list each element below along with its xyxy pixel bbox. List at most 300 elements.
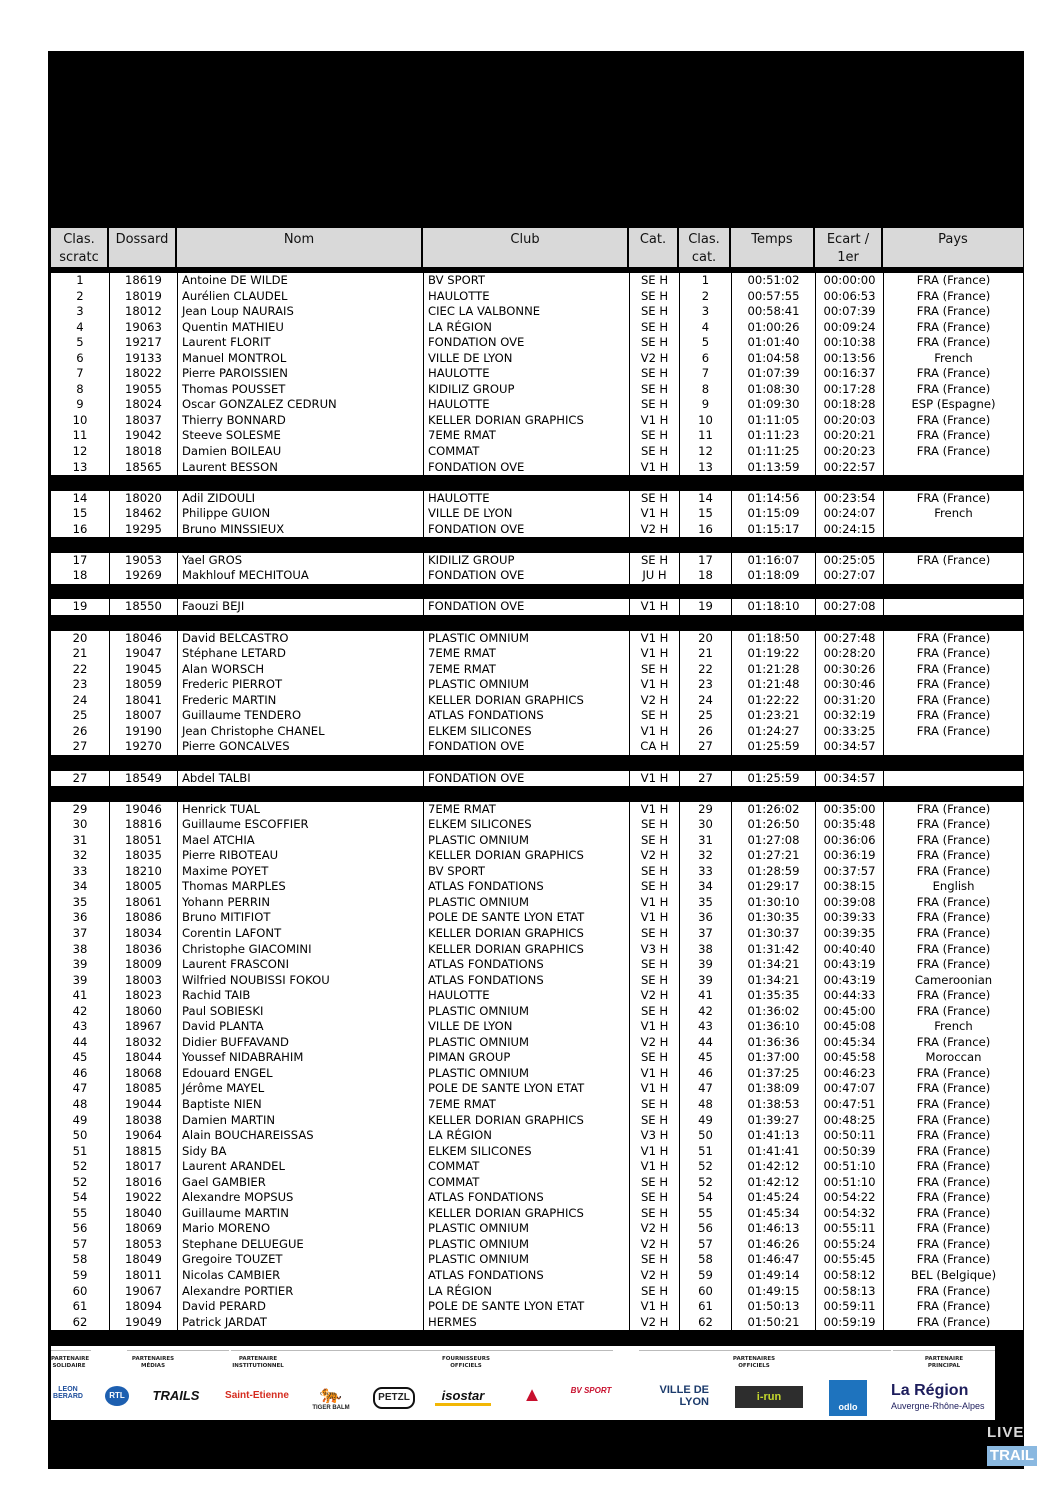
cell-bib: 18020 <box>109 491 177 507</box>
cell-gap: 00:46:23 <box>815 1066 883 1082</box>
cell-name: Maxime POYET <box>177 864 423 880</box>
cell-gap: 00:59:11 <box>815 1299 883 1315</box>
ville-de-lyon-logo: VILLE DE LYON <box>659 1384 709 1408</box>
divider <box>127 1350 229 1351</box>
cell-rank: 24 <box>72 692 88 707</box>
rtl-logo: RTL <box>105 1386 129 1406</box>
cell-time: 01:38:53 <box>731 1097 815 1113</box>
cell-name: Pierre GONCALVES <box>177 739 423 755</box>
cell-gap: 00:58:12 <box>815 1268 883 1284</box>
cell-bib: 18023 <box>109 988 177 1004</box>
cell-country: FRA (France) <box>883 444 1023 460</box>
cell-name: Mario MORENO <box>177 1221 423 1237</box>
cell-country: FRA (France) <box>883 724 1023 740</box>
table-row <box>51 1237 1023 1253</box>
cell-category-rank: 62 <box>679 1315 731 1331</box>
cell-country: FRA (France) <box>883 304 1023 320</box>
table-row <box>51 739 1023 755</box>
cell-rank: 34 <box>72 879 88 894</box>
table-row <box>51 1128 1023 1144</box>
cell-category: V1 H <box>629 1066 679 1082</box>
cell-bib: 19063 <box>109 320 177 336</box>
cell-category-rank: 12 <box>679 444 731 460</box>
cell-bib: 18019 <box>109 289 177 305</box>
cell-bib: 19045 <box>109 662 177 678</box>
cell-time: 01:38:09 <box>731 1081 815 1097</box>
cell-name: Manuel MONTROL <box>177 351 423 367</box>
cell-category: V2 H <box>629 1237 679 1253</box>
cell-bib: 18550 <box>109 599 177 615</box>
table-row <box>51 1190 1023 1206</box>
cell-category-rank: 49 <box>679 1113 731 1129</box>
cell-bib: 18069 <box>109 1221 177 1237</box>
cell-name: Wilfried NOUBISSI FOKOU <box>177 973 423 989</box>
cell-time: 01:46:47 <box>731 1252 815 1268</box>
cell-category: SE H <box>629 553 679 569</box>
cell-rank: 26 <box>72 723 88 738</box>
cell-time: 01:25:59 <box>731 771 815 787</box>
cell-time: 01:27:21 <box>731 848 815 864</box>
cell-time: 01:07:39 <box>731 366 815 382</box>
cell-name: Alain BOUCHAREISSAS <box>177 1128 423 1144</box>
cell-rank: 33 <box>72 863 88 878</box>
cell-category-rank: 60 <box>679 1284 731 1300</box>
trail-label: TRAIL <box>987 1446 1037 1466</box>
cell-time: 01:36:10 <box>731 1019 815 1035</box>
cell-gap: 00:07:39 <box>815 304 883 320</box>
cell-gap: 00:45:34 <box>815 1035 883 1051</box>
i-run-logo: i-run <box>735 1386 803 1408</box>
cell-club: KELLER DORIAN GRAPHICS <box>423 1113 629 1129</box>
cell-rank: 22 <box>72 661 88 676</box>
cell-time: 01:28:59 <box>731 864 815 880</box>
cell-country: FRA (France) <box>883 848 1023 864</box>
cell-name: Makhlouf MECHITOUA <box>177 568 423 584</box>
cell-name: Didier BUFFAVAND <box>177 1035 423 1051</box>
table-row <box>51 506 1023 522</box>
table-row <box>51 973 1023 989</box>
cell-time: 01:34:21 <box>731 973 815 989</box>
table-row <box>51 397 1023 413</box>
table-row <box>51 942 1023 958</box>
cell-name: Faouzi BEJI <box>177 599 423 615</box>
cell-category-rank: 42 <box>679 1004 731 1020</box>
table-row <box>51 366 1023 382</box>
cell-bib: 19042 <box>109 428 177 444</box>
results-table <box>51 273 1023 1330</box>
cell-name: Christophe GIACOMINI <box>177 942 423 958</box>
cell-name: Henrick TUAL <box>177 802 423 818</box>
cell-name: Gael GAMBIER <box>177 1175 423 1191</box>
cell-time: 01:46:13 <box>731 1221 815 1237</box>
table-row <box>51 1035 1023 1051</box>
cell-rank: 21 <box>72 646 88 661</box>
table-row <box>51 351 1023 367</box>
divider <box>893 1350 995 1351</box>
cell-club: PLASTIC OMNIUM <box>423 1221 629 1237</box>
cell-gap: 00:27:07 <box>815 568 883 584</box>
live-label: LIVE <box>987 1424 1025 1441</box>
cell-gap: 00:45:58 <box>815 1050 883 1066</box>
cell-gap: 00:44:33 <box>815 988 883 1004</box>
cell-bib: 19046 <box>109 802 177 818</box>
cell-time: 01:18:10 <box>731 599 815 615</box>
cell-bib: 18061 <box>109 895 177 911</box>
cell-category-rank: 44 <box>679 1035 731 1051</box>
cell-rank: 1 <box>76 273 84 287</box>
cell-category-rank: 24 <box>679 693 731 709</box>
cell-name: Corentin LAFONT <box>177 926 423 942</box>
cell-gap: 00:39:33 <box>815 910 883 926</box>
cell-club: KELLER DORIAN GRAPHICS <box>423 926 629 942</box>
cell-category: SE H <box>629 335 679 351</box>
cell-country: FRA (France) <box>883 335 1023 351</box>
cell-country: FRA (France) <box>883 382 1023 398</box>
cell-gap: 00:55:11 <box>815 1221 883 1237</box>
cell-category-rank: 27 <box>679 739 731 755</box>
table-row <box>51 988 1023 1004</box>
header-name: Nom <box>177 228 423 267</box>
cell-country: FRA (France) <box>883 817 1023 833</box>
divider <box>51 1350 91 1351</box>
cell-gap: 00:51:10 <box>815 1159 883 1175</box>
cell-bib: 18037 <box>109 413 177 429</box>
cell-gap: 00:48:25 <box>815 1113 883 1129</box>
cell-bib: 18035 <box>109 848 177 864</box>
table-header <box>51 228 1023 267</box>
cell-time: 01:13:59 <box>731 460 815 476</box>
cell-gap: 00:39:08 <box>815 895 883 911</box>
cell-rank: 58 <box>72 1252 88 1267</box>
cell-name: Aurélien CLAUDEL <box>177 289 423 305</box>
cell-time: 01:26:02 <box>731 802 815 818</box>
table-row <box>51 817 1023 833</box>
table-row <box>51 599 1023 615</box>
cell-category: SE H <box>629 444 679 460</box>
table-row <box>51 1268 1023 1284</box>
cell-bib: 19270 <box>109 739 177 755</box>
cell-country: FRA (France) <box>883 1252 1023 1268</box>
cell-name: Gregoire TOUZET <box>177 1252 423 1268</box>
cell-time: 01:09:30 <box>731 397 815 413</box>
cell-club: 7EME RMAT <box>423 428 629 444</box>
sponsor-heading: PARTENAIRE SOLIDAIRE <box>51 1356 90 1369</box>
cell-rank: 8 <box>76 381 84 396</box>
cell-time: 01:11:05 <box>731 413 815 429</box>
cell-rank: 27 <box>72 770 88 785</box>
cell-club: PLASTIC OMNIUM <box>423 1035 629 1051</box>
cell-category: V1 H <box>629 895 679 911</box>
table-row <box>51 957 1023 973</box>
cell-category: SE H <box>629 1097 679 1113</box>
cell-category: V2 H <box>629 522 679 538</box>
cell-rank: 41 <box>72 988 88 1003</box>
cell-rank: 39 <box>72 972 88 987</box>
cell-gap: 00:36:06 <box>815 833 883 849</box>
cell-name: Mael ATCHIA <box>177 833 423 849</box>
cell-country <box>883 599 1023 615</box>
cell-gap: 00:47:51 <box>815 1097 883 1113</box>
cell-rank: 46 <box>72 1065 88 1080</box>
cell-bib: 18210 <box>109 864 177 880</box>
cell-club: FONDATION OVE <box>423 568 629 584</box>
cell-category-rank: 50 <box>679 1128 731 1144</box>
cell-bib: 18007 <box>109 708 177 724</box>
cell-gap: 00:38:15 <box>815 879 883 895</box>
cell-country: FRA (France) <box>883 693 1023 709</box>
table-row <box>51 382 1023 398</box>
row-separator <box>51 537 1023 553</box>
cell-name: Stephane DELUEGUE <box>177 1237 423 1253</box>
cell-category: V1 H <box>629 631 679 647</box>
cell-name: David PLANTA <box>177 1019 423 1035</box>
cell-category-rank: 5 <box>679 335 731 351</box>
cell-time: 01:21:48 <box>731 677 815 693</box>
cell-name: Quentin MATHIEU <box>177 320 423 336</box>
cell-rank: 9 <box>76 397 84 412</box>
cell-country: FRA (France) <box>883 631 1023 647</box>
cell-category: SE H <box>629 320 679 336</box>
cell-name: Antoine DE WILDE <box>177 273 423 289</box>
cell-category: V2 H <box>629 351 679 367</box>
cell-category-rank: 14 <box>679 491 731 507</box>
cell-category-rank: 9 <box>679 397 731 413</box>
cell-name: Oscar GONZALEZ CEDRUN <box>177 397 423 413</box>
cell-time: 01:04:58 <box>731 351 815 367</box>
cell-category: V1 H <box>629 506 679 522</box>
cell-name: Edouard ENGEL <box>177 1066 423 1082</box>
cell-rank: 61 <box>72 1299 88 1314</box>
cell-club: PLASTIC OMNIUM <box>423 895 629 911</box>
cell-time: 01:08:30 <box>731 382 815 398</box>
cell-name: Guillaume TENDERO <box>177 708 423 724</box>
cell-gap: 00:28:20 <box>815 646 883 662</box>
cell-rank: 20 <box>72 630 88 645</box>
cell-category: V1 H <box>629 1019 679 1035</box>
cell-club: ATLAS FONDATIONS <box>423 879 629 895</box>
table-row <box>51 304 1023 320</box>
cell-time: 01:41:41 <box>731 1144 815 1160</box>
cell-time: 01:01:40 <box>731 335 815 351</box>
table-row <box>51 1175 1023 1191</box>
header-time: Temps <box>731 228 815 267</box>
cell-bib: 18038 <box>109 1113 177 1129</box>
cell-category-rank: 56 <box>679 1221 731 1237</box>
tiger-icon: 🐅 <box>319 1384 343 1404</box>
cell-country: FRA (France) <box>883 942 1023 958</box>
cell-country <box>883 460 1023 476</box>
cell-country: FRA (France) <box>883 1035 1023 1051</box>
sponsor-heading: FOURNISSEURS OFFICIELS <box>442 1356 490 1369</box>
cell-bib: 18003 <box>109 973 177 989</box>
cell-time: 01:15:17 <box>731 522 815 538</box>
table-row <box>51 289 1023 305</box>
cell-club: BV SPORT <box>423 864 629 880</box>
cell-bib: 19044 <box>109 1097 177 1113</box>
cell-rank: 62 <box>72 1314 88 1329</box>
table-row <box>51 833 1023 849</box>
cell-club: POLE DE SANTE LYON ETAT <box>423 910 629 926</box>
cell-bib: 18018 <box>109 444 177 460</box>
cell-club: POLE DE SANTE LYON ETAT <box>423 1299 629 1315</box>
table-row <box>51 631 1023 647</box>
cell-category-rank: 8 <box>679 382 731 398</box>
cell-category-rank: 48 <box>679 1097 731 1113</box>
divider <box>231 1350 317 1351</box>
cell-name: Laurent BESSON <box>177 460 423 476</box>
header-category: Cat. <box>629 228 679 267</box>
cell-bib: 18022 <box>109 366 177 382</box>
cell-country: FRA (France) <box>883 677 1023 693</box>
cell-club: KELLER DORIAN GRAPHICS <box>423 848 629 864</box>
cell-bib: 18032 <box>109 1035 177 1051</box>
cell-club: VILLE DE LYON <box>423 1019 629 1035</box>
cell-category: V2 H <box>629 1035 679 1051</box>
cell-country: FRA (France) <box>883 1190 1023 1206</box>
cell-club: CIEC LA VALBONNE <box>423 304 629 320</box>
cell-rank: 43 <box>72 1019 88 1034</box>
cell-category-rank: 30 <box>679 817 731 833</box>
cell-bib: 18059 <box>109 677 177 693</box>
cell-rank: 10 <box>72 412 88 427</box>
cell-time: 00:58:41 <box>731 304 815 320</box>
cell-category: SE H <box>629 973 679 989</box>
table-row <box>51 1206 1023 1222</box>
cell-rank: 47 <box>72 1081 88 1096</box>
cell-time: 01:46:26 <box>731 1237 815 1253</box>
cell-category: SE H <box>629 273 679 289</box>
cell-name: Guillaume ESCOFFIER <box>177 817 423 833</box>
cell-club: POLE DE SANTE LYON ETAT <box>423 1081 629 1097</box>
cell-gap: 00:31:20 <box>815 693 883 709</box>
tiger-balm-label: TIGER BALM <box>312 1405 350 1411</box>
cell-country: FRA (France) <box>883 1237 1023 1253</box>
cell-gap: 00:51:10 <box>815 1175 883 1191</box>
cell-rank: 35 <box>72 894 88 909</box>
cell-category-rank: 22 <box>679 662 731 678</box>
cell-category: SE H <box>629 817 679 833</box>
cell-rank: 38 <box>72 941 88 956</box>
cell-rank: 19 <box>72 599 88 614</box>
cell-name: Philippe GUION <box>177 506 423 522</box>
cell-club: PIMAN GROUP <box>423 1050 629 1066</box>
cell-category: V2 H <box>629 1268 679 1284</box>
cell-gap: 00:32:19 <box>815 708 883 724</box>
cell-name: Stéphane LETARD <box>177 646 423 662</box>
cell-category: V3 H <box>629 1128 679 1144</box>
cell-club: PLASTIC OMNIUM <box>423 677 629 693</box>
cell-category: V2 H <box>629 1221 679 1237</box>
cell-category-rank: 23 <box>679 677 731 693</box>
la-region-logo <box>891 1382 995 1412</box>
cell-club: LA RÉGION <box>423 1284 629 1300</box>
cell-country: FRA (France) <box>883 491 1023 507</box>
cell-gap: 00:24:15 <box>815 522 883 538</box>
cell-country: FRA (France) <box>883 926 1023 942</box>
divider <box>313 1350 613 1351</box>
cell-category-rank: 39 <box>679 957 731 973</box>
cell-bib: 18060 <box>109 1004 177 1020</box>
cell-category-rank: 33 <box>679 864 731 880</box>
cell-category-rank: 52 <box>679 1159 731 1175</box>
leon-berard-logo: LEON BERARD <box>53 1386 83 1400</box>
red-triangle-logo-icon: ▲ <box>522 1384 542 1406</box>
cell-bib: 18046 <box>109 631 177 647</box>
cell-category-rank: 13 <box>679 460 731 476</box>
cell-time: 01:42:12 <box>731 1175 815 1191</box>
cell-gap: 00:23:54 <box>815 491 883 507</box>
cell-name: Pierre RIBOTEAU <box>177 848 423 864</box>
cell-bib: 18085 <box>109 1081 177 1097</box>
cell-bib: 18086 <box>109 910 177 926</box>
saint-etienne-logo: Saint-Etienne <box>225 1390 289 1401</box>
table-row <box>51 1284 1023 1300</box>
cell-gap: 00:34:57 <box>815 739 883 755</box>
la-region-subtitle: Auvergne-Rhône-Alpes <box>891 1401 985 1411</box>
cell-category-rank: 25 <box>679 708 731 724</box>
cell-category: V1 H <box>629 677 679 693</box>
cell-gap: 00:50:11 <box>815 1128 883 1144</box>
cell-category-rank: 51 <box>679 1144 731 1160</box>
cell-country: FRA (France) <box>883 553 1023 569</box>
table-row <box>51 802 1023 818</box>
table-row <box>51 1081 1023 1097</box>
cell-country: FRA (France) <box>883 366 1023 382</box>
table-row <box>51 926 1023 942</box>
cell-country: Moroccan <box>883 1050 1023 1066</box>
cell-name: Laurent FRASCONI <box>177 957 423 973</box>
cell-bib: 18005 <box>109 879 177 895</box>
cell-country: FRA (France) <box>883 833 1023 849</box>
cell-rank: 14 <box>72 490 88 505</box>
cell-bib: 18068 <box>109 1066 177 1082</box>
cell-gap: 00:54:32 <box>815 1206 883 1222</box>
cell-country: FRA (France) <box>883 802 1023 818</box>
row-separator <box>51 584 1023 600</box>
cell-gap: 00:45:08 <box>815 1019 883 1035</box>
odlo-logo: odlo <box>829 1380 867 1416</box>
cell-category: SE H <box>629 879 679 895</box>
cell-rank: 30 <box>72 817 88 832</box>
cell-gap: 00:13:56 <box>815 351 883 367</box>
live-trail-logo <box>987 1424 1037 1470</box>
cell-category: SE H <box>629 289 679 305</box>
cell-bib: 18967 <box>109 1019 177 1035</box>
cell-category-rank: 27 <box>679 771 731 787</box>
cell-rank: 23 <box>72 677 88 692</box>
cell-time: 01:45:24 <box>731 1190 815 1206</box>
cell-name: Sidy BA <box>177 1144 423 1160</box>
cell-name: Baptiste NIEN <box>177 1097 423 1113</box>
cell-rank: 44 <box>72 1034 88 1049</box>
cell-country: FRA (France) <box>883 413 1023 429</box>
cell-name: Bruno MITIFIOT <box>177 910 423 926</box>
table-row <box>51 1050 1023 1066</box>
cell-category-rank: 52 <box>679 1175 731 1191</box>
cell-name: Rachid TAIB <box>177 988 423 1004</box>
sponsor-heading: PARTENAIRES OFFICIELS <box>732 1356 776 1369</box>
cell-category-rank: 47 <box>679 1081 731 1097</box>
cell-club: VILLE DE LYON <box>423 506 629 522</box>
cell-category-rank: 16 <box>679 522 731 538</box>
cell-bib: 18565 <box>109 460 177 476</box>
cell-category: SE H <box>629 1113 679 1129</box>
cell-club: 7EME RMAT <box>423 802 629 818</box>
cell-gap: 00:20:03 <box>815 413 883 429</box>
cell-rank: 16 <box>72 521 88 536</box>
table-row <box>51 522 1023 538</box>
cell-category-rank: 4 <box>679 320 731 336</box>
